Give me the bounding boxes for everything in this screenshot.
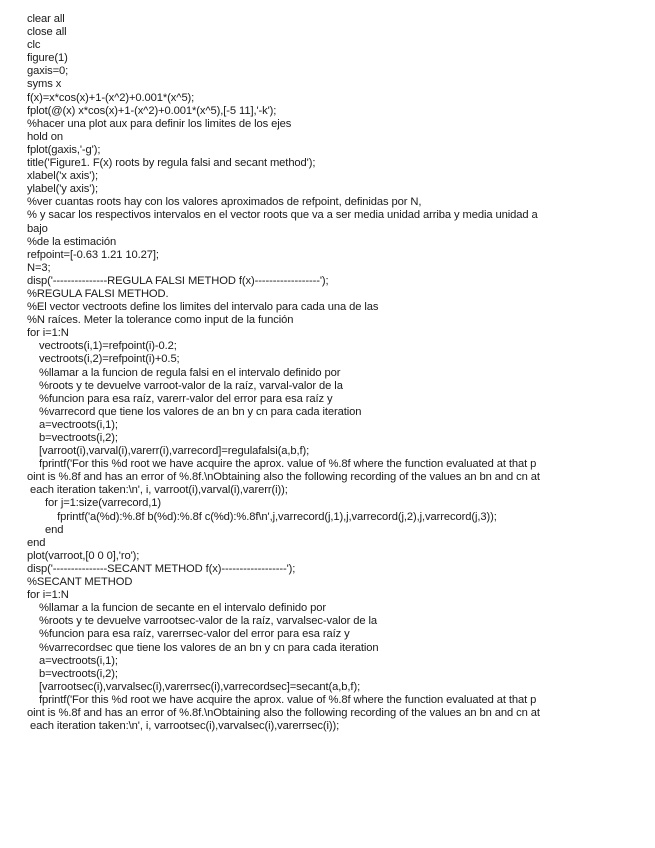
code-line: syms x	[27, 78, 62, 91]
code-line: figure(1)	[27, 52, 68, 65]
code-line: fprintf('For this %d root we have acquire the aprox. value of %.8f where the function evaluated at that p	[27, 458, 537, 471]
code-line: %funcion para esa raíz, varerrsec-valor del error para esa raíz y	[27, 628, 350, 641]
code-line: %SECANT METHOD	[27, 576, 133, 589]
code-line: %de la estimación	[27, 235, 117, 248]
code-line: close all	[27, 26, 67, 39]
code-line: %ver cuantas roots hay con los valores aproximados de refpoint, definidas por N,	[27, 196, 422, 209]
code-line: clc	[27, 39, 41, 52]
code-line: clear all	[27, 13, 65, 25]
code-line: a=vectroots(i,1);	[27, 418, 118, 431]
code-line: %funcion para esa raíz, varerr-valor del error para esa raíz y	[27, 392, 333, 405]
code-line: disp('---------------REGULA FALSI METHOD f(x)------------------');	[27, 274, 329, 287]
code-line: each iteration taken:\n', i, varroot(i),varval(i),varerr(i));	[27, 484, 288, 497]
code-line: b=vectroots(i,2);	[27, 432, 118, 444]
code-line: %El vector vectroots define los limites del intervalo para cada una de las	[27, 301, 379, 314]
code-line: disp('---------------SECANT METHOD f(x)------------------');	[27, 562, 296, 575]
code-line: fplot(@(x) x*cos(x)+1-(x^2)+0.001*(x^5),[-5 11],'-k');	[27, 104, 277, 117]
code-line: ylabel('y axis');	[27, 183, 98, 196]
code-line: oint is %.8f and has an error of %.8f.\nObtaining also the following recording of the values an bn and cn at	[27, 471, 540, 484]
code-line: %varrecord que tiene los valores de an bn y cn para cada iteration	[27, 405, 362, 418]
code-line: end	[27, 536, 46, 549]
code-line: fprintf('a(%d):%.8f b(%d):%.8f c(%d):%.8f\n',j,varrecord(j,1),j,varrecord(j,2),j,varrecord(j,3));	[27, 510, 497, 523]
code-line: % y sacar los respectivos intervalos en el vector roots que va a ser media unidad arriba y media unidad a	[27, 209, 538, 222]
code-line: %roots y te devuelve varrootsec-valor de la raíz, varvalsec-valor de la	[27, 615, 378, 628]
code-line: %REGULA FALSI METHOD.	[27, 287, 169, 300]
code-line: end	[27, 523, 64, 536]
matlab-code-listing	[27, 13, 631, 733]
code-line: b=vectroots(i,2);	[27, 667, 118, 680]
code-line: [varroot(i),varval(i),varerr(i),varrecord]=regulafalsi(a,b,f);	[27, 445, 310, 458]
code-line: %hacer una plot aux para definir los limites de los ejes	[27, 117, 292, 130]
code-line: bajo	[27, 222, 48, 235]
code-line: %roots y te devuelve varroot-valor de la raíz, varval-valor de la	[27, 379, 343, 392]
code-line: f(x)=x*cos(x)+1-(x^2)+0.001*(x^5);	[27, 91, 195, 104]
code-line: vectroots(i,1)=refpoint(i)-0.2;	[27, 340, 177, 353]
code-line: hold on	[27, 130, 64, 143]
code-line: [varrootsec(i),varvalsec(i),varerrsec(i),varrecordsec]=secant(a,b,f);	[27, 680, 361, 693]
code-line: fprintf('For this %d root we have acquire the aprox. value of %.8f where the function evaluated at that p	[27, 693, 537, 706]
code-line: xlabel('x axis');	[27, 170, 98, 183]
code-line: each iteration taken:\n', i, varrootsec(i),varvalsec(i),varerrsec(i));	[27, 720, 340, 733]
code-line: fplot(gaxis,'-g');	[27, 143, 101, 156]
code-line: N=3;	[27, 261, 51, 274]
code-line: vectroots(i,2)=refpoint(i)+0.5;	[27, 353, 180, 366]
code-line: oint is %.8f and has an error of %.8f.\nObtaining also the following recording of the values an bn and cn at	[27, 706, 540, 719]
code-line: refpoint=[-0.63 1.21 10.27];	[27, 248, 159, 261]
code-line: for j=1:size(varrecord,1)	[27, 497, 161, 510]
code-line: %varrecordsec que tiene los valores de an bn y cn para cada iteration	[27, 641, 379, 654]
code-line: for i=1:N	[27, 589, 69, 602]
code-line: gaxis=0;	[27, 65, 69, 78]
code-line: plot(varroot,[0 0 0],'ro');	[27, 549, 140, 562]
code-line: %llamar a la funcion de regula falsi en el intervalo definido por	[27, 366, 341, 379]
code-line: title('Figure1. F(x) roots by regula falsi and secant method');	[27, 157, 316, 170]
code-line: a=vectroots(i,1);	[27, 654, 118, 667]
code-line: for i=1:N	[27, 327, 69, 340]
code-line: %N raíces. Meter la tolerance como input de la función	[27, 314, 294, 327]
code-line: %llamar a la funcion de secante en el intervalo definido por	[27, 602, 326, 615]
